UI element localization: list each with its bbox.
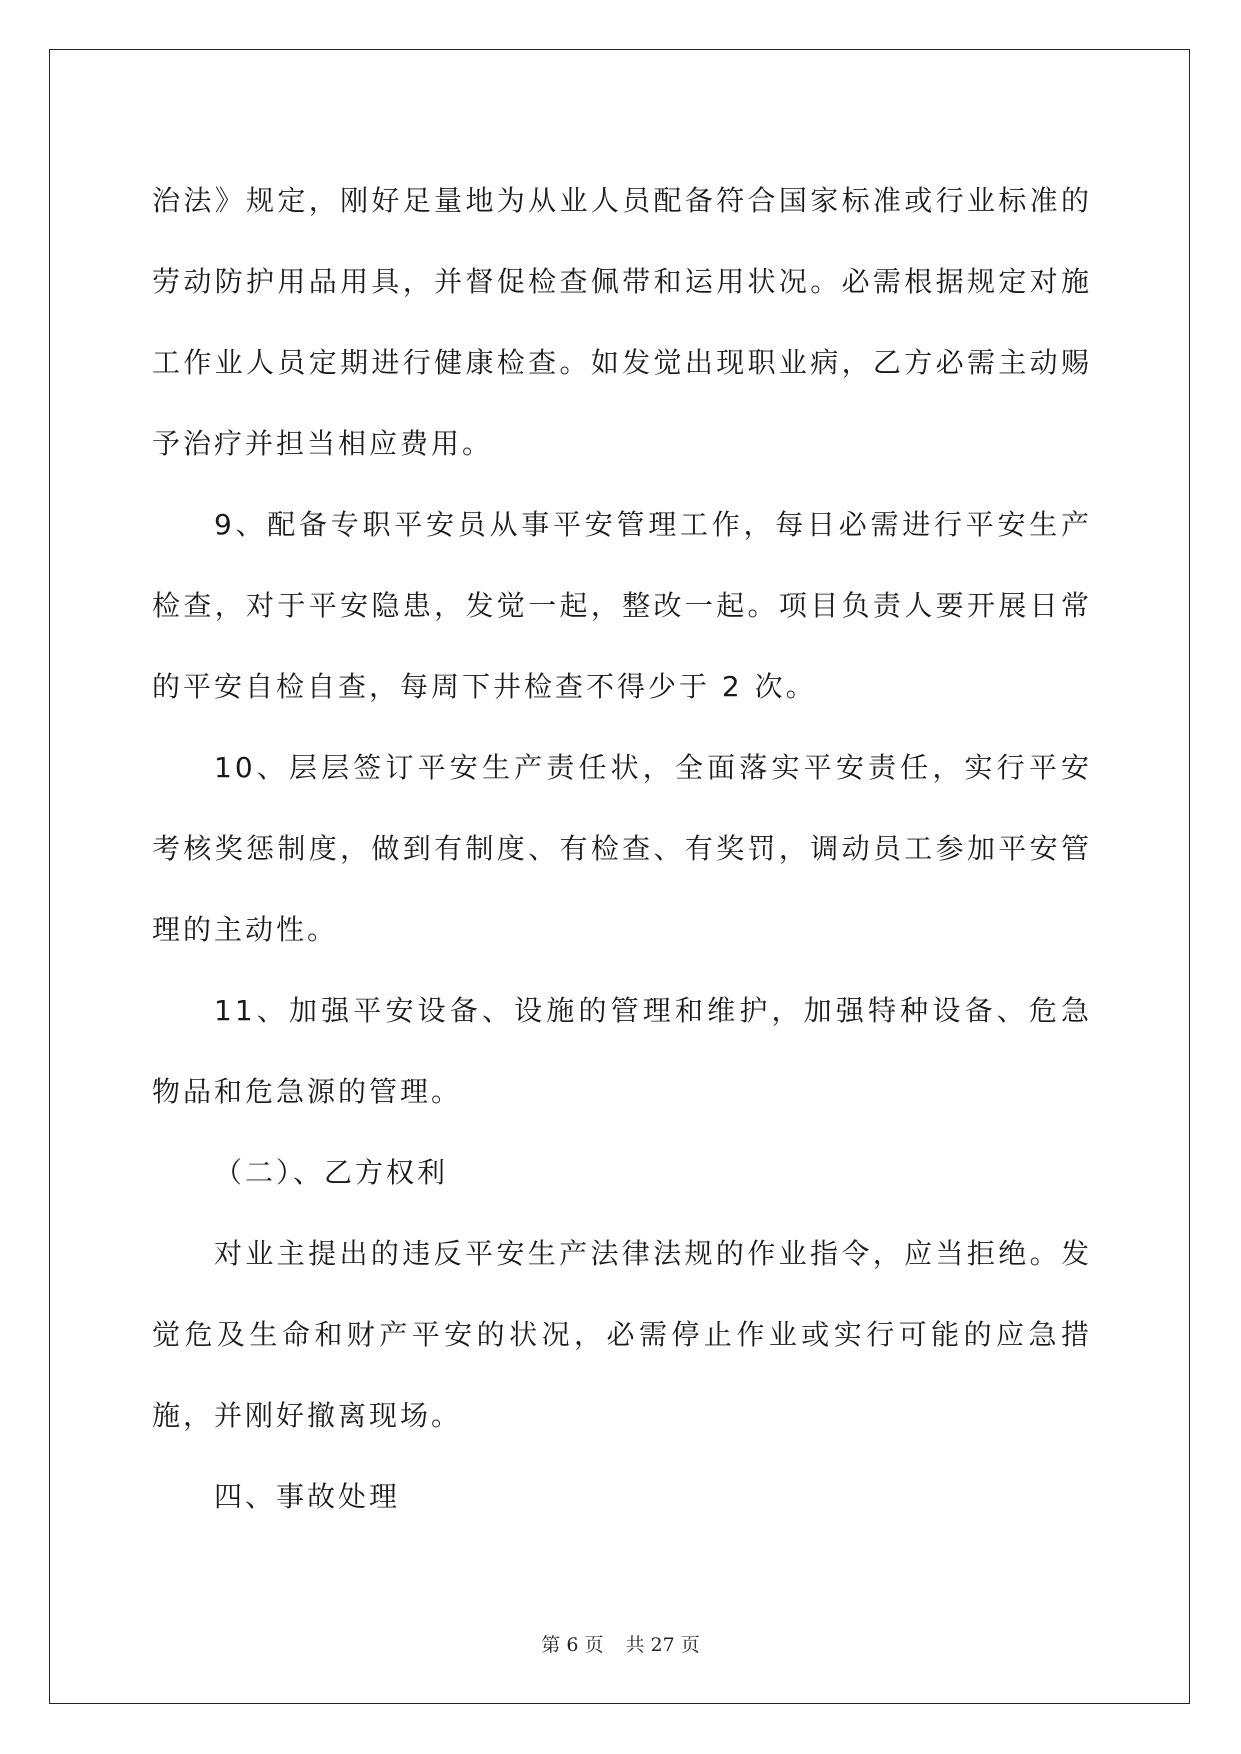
paragraph-item-11: 11、加强平安设备、设施的管理和维护，加强特种设备、危急物品和危急源的管理。	[152, 994, 1092, 1108]
paragraph-continuation: 治法》规定，刚好足量地为从业人员配备符合国家标准或行业标准的劳动防护用品用具，并督促检查佩带和运用状况。必需根据规定对施工作业人员定期进行健康检查。如发觉出现职业病，乙方必需主动赐予治疗并担当相应费用。	[152, 184, 1092, 460]
section-heading-accident-handling: 四、事故处理	[214, 1480, 401, 1513]
section-heading-party-b-rights: （二）、乙方权利	[214, 1156, 449, 1189]
page-total: 共 27 页	[625, 1634, 700, 1656]
document-body	[152, 160, 1092, 1537]
paragraph-item-9: 9、配备专职平安员从事平安管理工作，每日必需进行平安生产检查，对于平安隐患，发觉一起，整改一起。项目负责人要开展日常的平安自检自查，每周下井检查不得少于 2 次。	[152, 508, 1092, 703]
paragraph-party-b-rights: 对业主提出的违反平安生产法律法规的作业指令，应当拒绝。发觉危及生命和财产平安的状况，必需停止作业或实行可能的应急措施，并刚好撤离现场。	[152, 1237, 1092, 1432]
page-number: 第 6 页	[541, 1634, 604, 1656]
paragraph-item-10: 10、层层签订平安生产责任状，全面落实平安责任，实行平安考核奖惩制度，做到有制度、有检查、有奖罚，调动员工参加平安管理的主动性。	[152, 751, 1092, 946]
page-footer	[0, 1630, 1241, 1657]
